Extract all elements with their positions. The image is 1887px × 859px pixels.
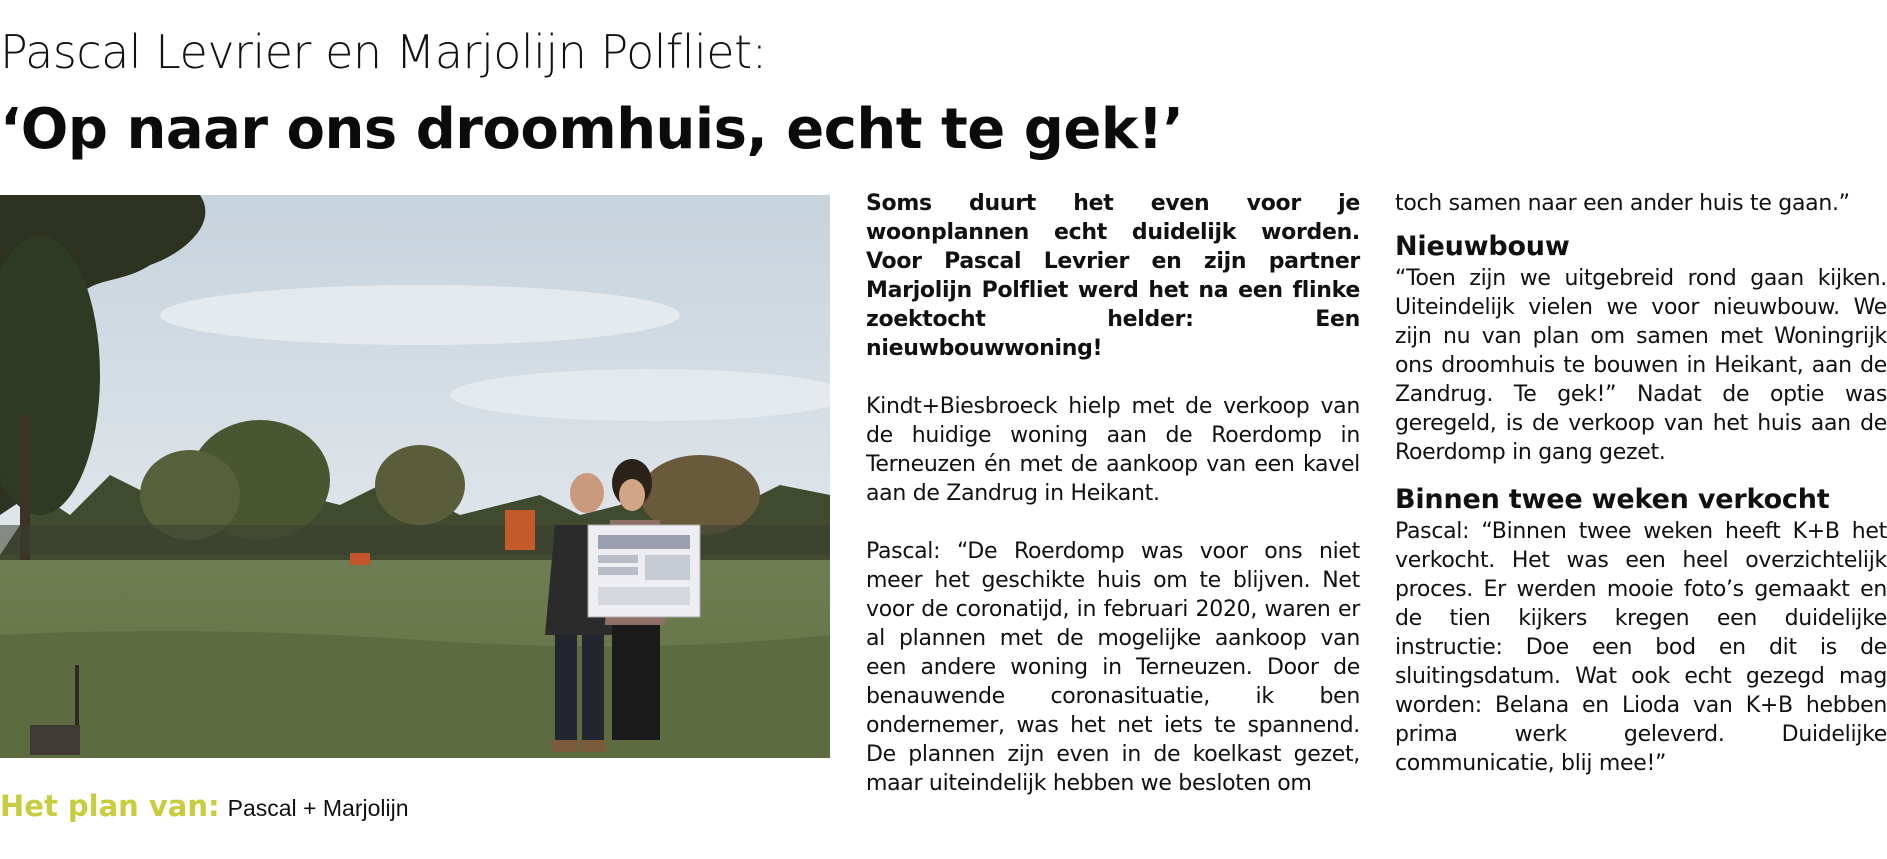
article-column-1: [866, 189, 1360, 798]
article-column-2: [1395, 189, 1887, 778]
article-intro: Soms duurt het even voor je woonplannen echt duidelijk worden. Voor Pascal Levrier en zijn partner Marjolijn Polfliet werd het na een flinke zoektocht helder: Een nieuwbouwwoning!: [866, 191, 1360, 361]
article-paragraph: Kindt+Biesbroeck hielp met de verkoop van de huidige woning aan de Roerdomp in Terneuzen én met de aankoop van een kavel aan de Zandrug in Heikant.: [866, 394, 1360, 506]
photo-caption: [0, 788, 409, 830]
caption-lead: Het plan van:: [0, 789, 220, 823]
article-headline: ‘Op naar ons droomhuis, echt te gek!’: [0, 97, 1184, 162]
subheading-nieuwbouw: Nieuwbouw: [1395, 231, 1570, 262]
article-kicker: Pascal Levrier en Marjolijn Polfliet:: [0, 25, 767, 79]
subheading-binnen-twee-weken: Binnen twee weken verkocht: [1395, 484, 1830, 515]
article-paragraph-continuation: toch samen naar een ander huis te gaan.”: [1395, 191, 1850, 216]
article-paragraph: Pascal: “Binnen twee weken heeft K+B het verkocht. Het was een heel overzichtelijk proces. Er werden mooie foto’s gemaakt en de tien kijkers kregen een duidelijke instructie: Doe een bod en dit is de sluitingsdatum. Wat ook echt gezegd mag worden: Belana en Lioda van K+B hebben prima werk geleverd. Duidelijke communicatie, blij mee!”: [1395, 519, 1887, 776]
photo-couple-with-building-plan: [0, 195, 830, 758]
article-paragraph: “Toen zijn we uitgebreid rond gaan kijken. Uiteindelijk vielen we voor nieuwbouw. We zijn nu van plan om samen met Woningrijk ons droomhuis te bouwen in Heikant, aan de Zandrug. Te gek!” Nadat de optie was geregeld, is de verkoop van het huis aan de Roerdomp in gang gezet.: [1395, 266, 1887, 465]
article-paragraph: Pascal: “De Roerdomp was voor ons niet meer het geschikte huis om te blijven. Net voor de coronatijd, in februari 2020, waren er al plannen met de mogelijke aankoop van een andere woning in Terneuzen. Door de benauwende coronasituatie, ik ben ondernemer, was het net iets te spannend. De plannen zijn even in de koelkast gezet, maar uiteindelijk hebben we besloten om: [866, 539, 1360, 796]
caption-names: Pascal + Marjolijn: [227, 795, 409, 821]
